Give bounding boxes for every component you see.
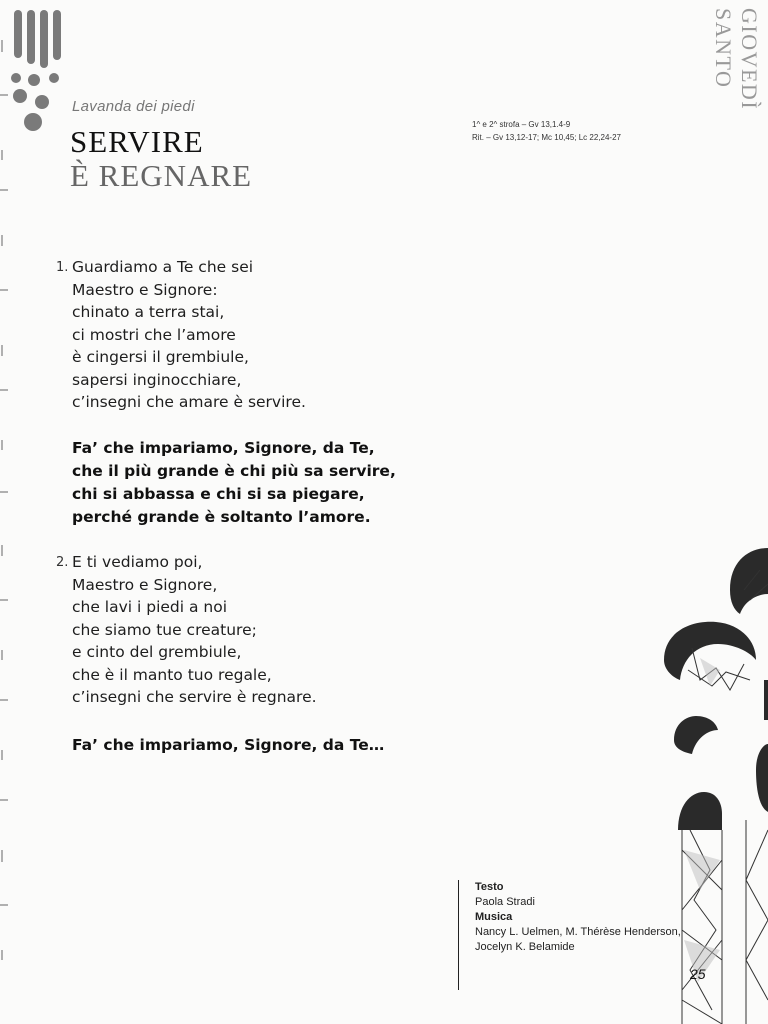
credits-music-label: Musica xyxy=(475,911,513,923)
credits-music-authors: Jocelyn K. Belamide xyxy=(475,941,575,953)
lyric-line: chinato a terra stai, xyxy=(72,303,225,321)
liturgy-logo-icon xyxy=(0,0,70,140)
stanza-number: 2. xyxy=(56,555,69,570)
refrain-line: chi si abbassa e chi si sa piegare, xyxy=(72,485,365,503)
refrain-line: Fa’ che impariamo, Signore, da Te… xyxy=(72,736,385,754)
stanza-number: 1. xyxy=(56,260,69,275)
lyric-line: Guardiamo a Te che sei xyxy=(72,258,254,276)
lyric-line: sapersi inginocchiare, xyxy=(72,370,242,389)
song-title-line1: SERVIRE xyxy=(70,124,204,159)
lyric-line: c’insegni che servire è regnare. xyxy=(72,688,317,706)
refrain-line: che il più grande è chi più sa servire, xyxy=(72,462,396,480)
refrain-line: Fa’ che impariamo, Signore, da Te, xyxy=(72,439,375,457)
refrain-line: perché grande è soltanto l’amore. xyxy=(72,508,371,526)
credits-text-author: Paola Stradi xyxy=(475,896,535,908)
lyric-line: che è il manto tuo regale, xyxy=(72,665,272,684)
lyric-line: che lavi i piedi a noi xyxy=(72,598,228,616)
lyric-line: ci mostri che l’amore xyxy=(72,325,236,344)
page-subtitle: Lavanda dei piedi xyxy=(72,98,195,115)
credits-text-label: Testo xyxy=(475,881,504,893)
lyric-line: che siamo tue creature; xyxy=(72,620,257,639)
lyric-line: E ti vediamo poi, xyxy=(72,553,203,571)
section-vertical-title: GIOVEDÌ SANTO xyxy=(711,8,762,111)
lyric-line: Maestro e Signore: xyxy=(72,280,218,299)
lyric-line: è cingersi il grembiule, xyxy=(72,348,249,366)
refrain xyxy=(72,437,396,529)
reference-line: Rit. – Gv 13,12-17; Mc 10,45; Lc 22,24-27 xyxy=(472,133,621,142)
lyric-line: Maestro e Signore, xyxy=(72,575,218,594)
lyric-line: e cinto del grembiule, xyxy=(72,643,242,661)
scripture-references xyxy=(472,118,621,144)
reference-line: 1^ e 2^ strofa – Gv 13,1.4-9 xyxy=(472,120,571,129)
credits-music-authors: Nancy L. Uelmen, M. Thérèse Henderson, xyxy=(475,926,681,938)
lyric-line: c’insegni che amare è servire. xyxy=(72,393,306,411)
stained-glass-decoration xyxy=(660,530,768,1024)
stanza-1 xyxy=(56,256,306,414)
refrain-short xyxy=(72,734,384,757)
binding-marks xyxy=(0,0,14,1024)
stanza-2 xyxy=(56,551,317,709)
page-number: 25 xyxy=(690,966,706,982)
song-title-line2: È REGNARE xyxy=(70,158,253,193)
